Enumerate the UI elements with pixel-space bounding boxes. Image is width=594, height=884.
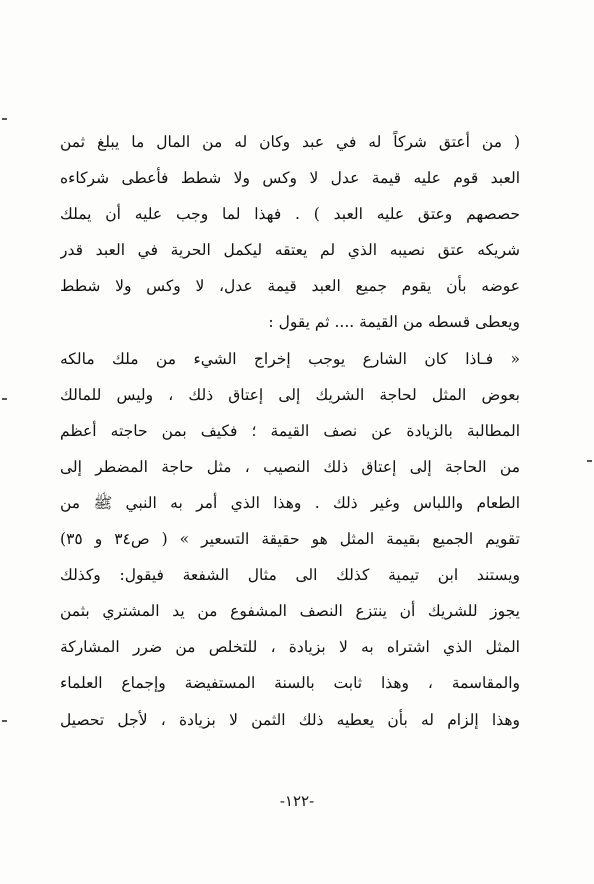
text-line: المطالبة بالزيادة عن نصف القيمة ؛ فكيف بمن حاجته أعظم xyxy=(60,421,520,440)
page-number: -١٢٢- xyxy=(279,792,315,810)
margin-mark xyxy=(2,118,7,120)
text-line: والمقاسمة ، وهذا ثابت بالسنة المستفيضة وإجماع العلماء xyxy=(60,674,520,693)
text-line: « فـاذا كان الشارع يوجب إخراج الشيء من ملك مالكه xyxy=(60,349,520,368)
text-line: العبد قوم عليه قيمة عدل لا وكس ولا شطط فأعطى شركاءه xyxy=(60,169,520,188)
text-line: ( من أعتق شركاً له في عبد وكان له من المال ما يبلغ ثمن xyxy=(60,133,520,151)
text-line: بعوض المثل لحاجة الشريك إلى إعتاق ذلك ، وليس للمالك xyxy=(60,385,520,404)
text-line: شريكه عتق نصيبه الذي لم يعتقه ليكمل الحرية في العبد قدر xyxy=(60,241,520,260)
text-line: تقويم الجميع بقيمة المثل هو حقيقة التسعير » ( ص٣٤ و ٣٥) xyxy=(60,530,520,549)
body-text xyxy=(60,124,520,738)
text-line: عوضه بأن يقوم جميع العبد قيمة عدل، لا وكس ولا شطط xyxy=(60,277,520,296)
margin-mark xyxy=(587,460,592,462)
text-line: حصصهم وعتق عليه العبد ) . فهذا لما وجب عليه أن يملك xyxy=(60,205,520,224)
text-line: ويستند ابن تيمية كذلك الى مثال الشفعة فيقول: وكذلك xyxy=(60,566,520,585)
margin-mark xyxy=(2,720,7,722)
text-line: الطعام واللباس وغير ذلك . وهذا الذي أمر به النبي ﷺ من xyxy=(60,493,520,512)
text-line: وهذا إلزام له بأن يعطيه ذلك الثمن لا بزيادة ، لأجل تحصيل xyxy=(60,710,520,729)
margin-mark xyxy=(2,398,7,400)
text-line: ويعطى قسطه من القيمة .... ثم يقول : xyxy=(268,313,520,332)
text-line: يجوز للشريك أن ينتزع النصف المشفوع من يد المشتري بثمن xyxy=(60,602,520,621)
text-line: من الحاجة إلى إعتاق ذلك النصيب ، مثل حاجة المضطر إلى xyxy=(60,457,520,476)
text-line: المثل الذي اشتراه به لا بزيادة ، للتخلص من ضرر المشاركة xyxy=(60,638,520,657)
